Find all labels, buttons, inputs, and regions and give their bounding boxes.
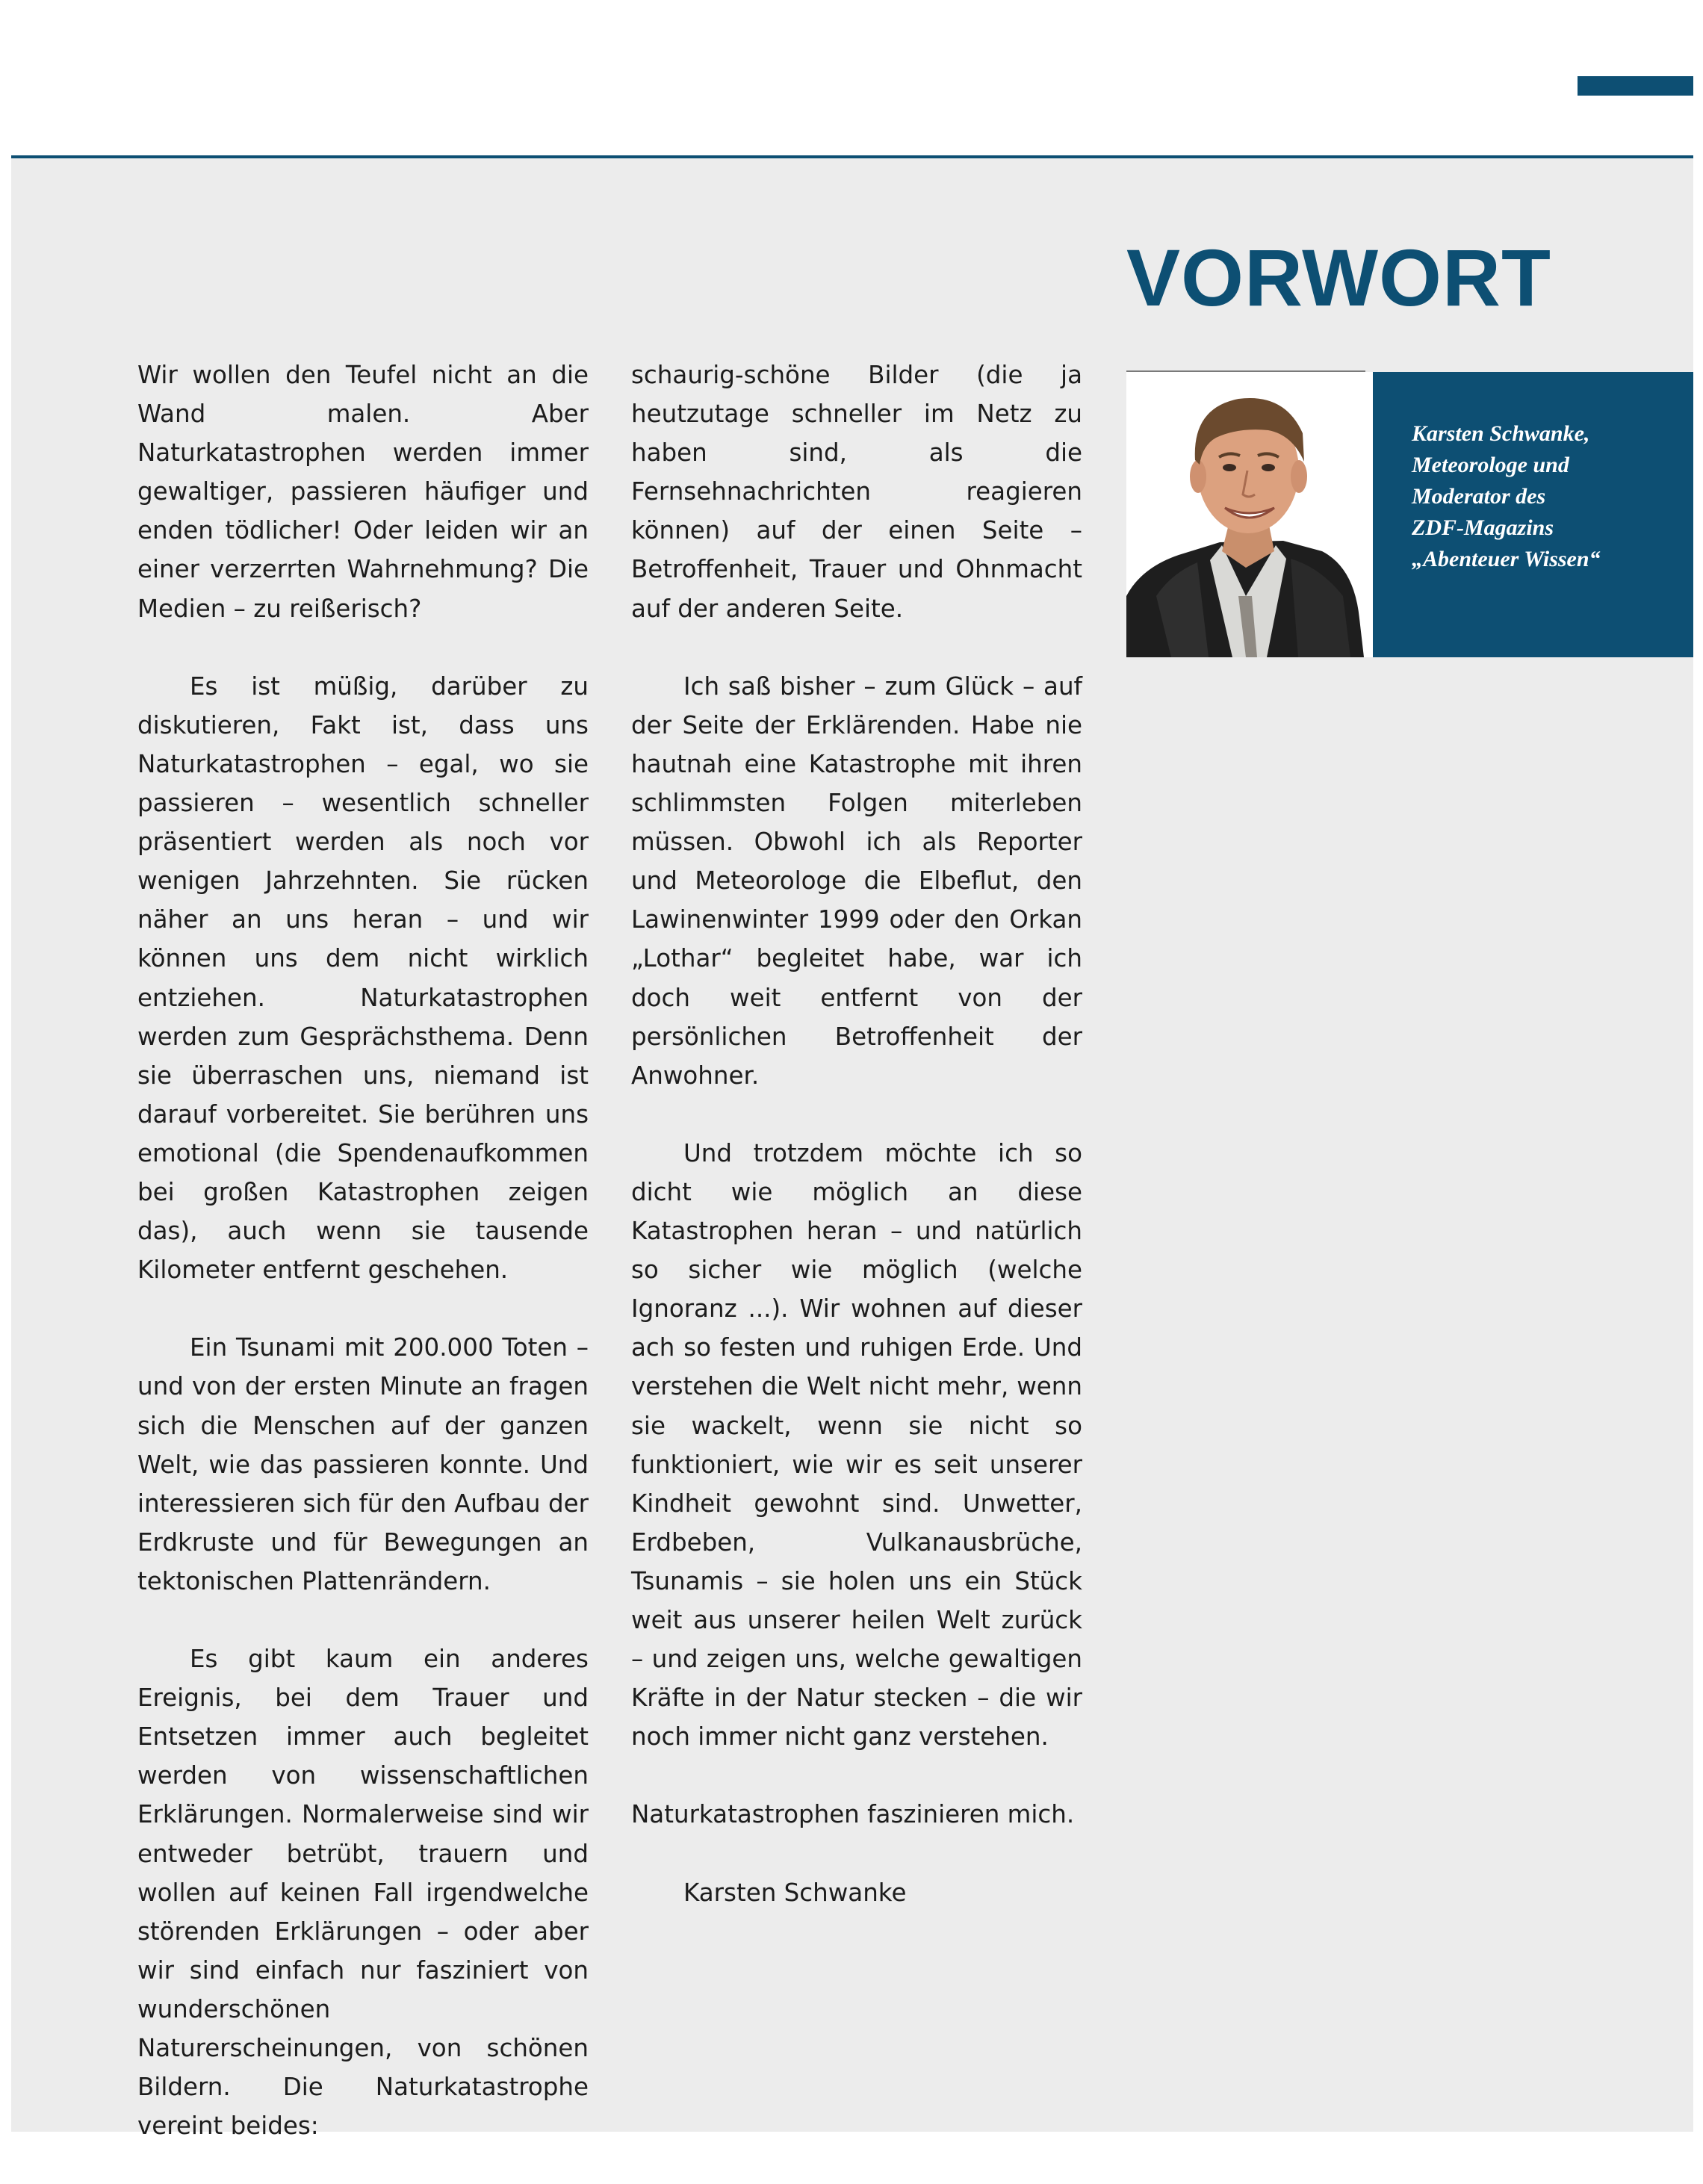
paragraph: Es gibt kaum ein anderes Ereignis, bei dem Trauer und Entsetzen immer auch begleitet werden von wissenschaftlichen Erklärungen. Normalerweise sind wir entweder betrübt, trauern und wollen auf keinen Fall irgendwelche störenden Erklärungen – oder aber wir sind einfach nur fasziniert von wunderschönen Naturerscheinungen, von schönen Bildern. Die Naturkatastrophe vereint beides: [137, 1645, 589, 2141]
page-title: VORWORT [1126, 232, 1551, 323]
paragraph: Und trotzdem möchte ich so dicht wie möglich an diese Katastrophen heran – und natürlich so sicher wie möglich (welche Ignoranz ...). Wir wohnen auf dieser ach so festen und ruhigen Erde. Und verstehen die Welt nicht mehr, wenn sie wackelt, wenn sie nicht so funktioniert, wie wir es seit unserer Kindheit gewohnt sind. Unwetter, Erdbeben, Vulkanausbrüche, Tsunamis – sie holen uns ein Stück weit aus unserer heilen Welt zurück – und zeigen uns, welche gewaltigen Kräfte in der Natur stecken – die wir noch immer nicht ganz verstehen. [631, 1138, 1082, 1752]
caption-line: ZDF-Magazins [1412, 515, 1554, 540]
caption-line: „Abenteuer Wissen“ [1412, 547, 1601, 571]
paragraph: Es ist müßig, darüber zu diskutieren, Fakt ist, dass uns Naturkatastrophen – egal, wo sie passieren – wesentlich schneller präsentiert werden als noch vor wenigen Jahrzehnten. Sie rücken näher an uns heran – und wir können uns dem nicht wirklich entziehen. Naturkatastrophen werden zum Gesprächsthema. Denn sie überraschen uns, niemand ist darauf vorbereitet. Sie berühren uns emotional (die Spendenaufkommen bei großen Katastrophen zeigen das), auch wenn sie tausende Kilometer entfernt geschehen. [137, 671, 589, 1285]
author-portrait [1126, 372, 1373, 657]
closing-line: Naturkatastrophen faszinieren mich. [631, 1800, 1075, 1829]
section-tab-marker [1578, 76, 1693, 96]
caption-line: Karsten Schwanke, [1412, 421, 1590, 446]
paragraph: Ich saß bisher – zum Glück – auf der Seite der Erklärenden. Habe nie hautnah eine Katastrophe mit ihren schlimmsten Folgen miterleben müssen. Obwohl ich als Reporter und Meteorologe die Elbeflut, den Lawinenwinter 1999 oder den Orkan „Lothar“ begleitet habe, war ich doch weit entfernt von der persönlichen Betroffenheit der Anwohner. [631, 671, 1082, 1090]
portrait-caption-box [1373, 372, 1693, 657]
caption-line: Moderator des [1412, 484, 1546, 509]
text-column-left [137, 356, 589, 2184]
paragraph: schaurig-schöne Bilder (die ja heutzutage schneller im Netz zu haben sind, als die Fernsehnachrichten reagieren können) auf der einen Seite – Betroffenheit, Trauer und Ohnmacht auf der anderen Seite. [631, 361, 1082, 623]
paragraph: Ein Tsunami mit 200.000 Toten – und von der ersten Minute an fragen sich die Menschen auf der ganzen Welt, wie das passieren konnte. Und interessieren sich für den Aufbau der Erdkruste und für Bewegungen an tektonischen Plattenrändern. [137, 1333, 589, 1595]
paragraph: Wir wollen den Teufel nicht an die Wand malen. Aber Naturkatastrophen werden immer gewaltiger, passieren häufiger und enden tödlicher! Oder leiden wir an einer verzerrten Wahrnehmung? Die Medien – zu reißerisch? [137, 361, 589, 623]
portrait-photo-icon [1126, 372, 1373, 657]
text-column-right [631, 356, 1082, 1912]
caption-line: Meteorologe und [1412, 453, 1569, 477]
signature: Karsten Schwanke [683, 1878, 907, 1907]
portrait-caption [1412, 418, 1688, 575]
